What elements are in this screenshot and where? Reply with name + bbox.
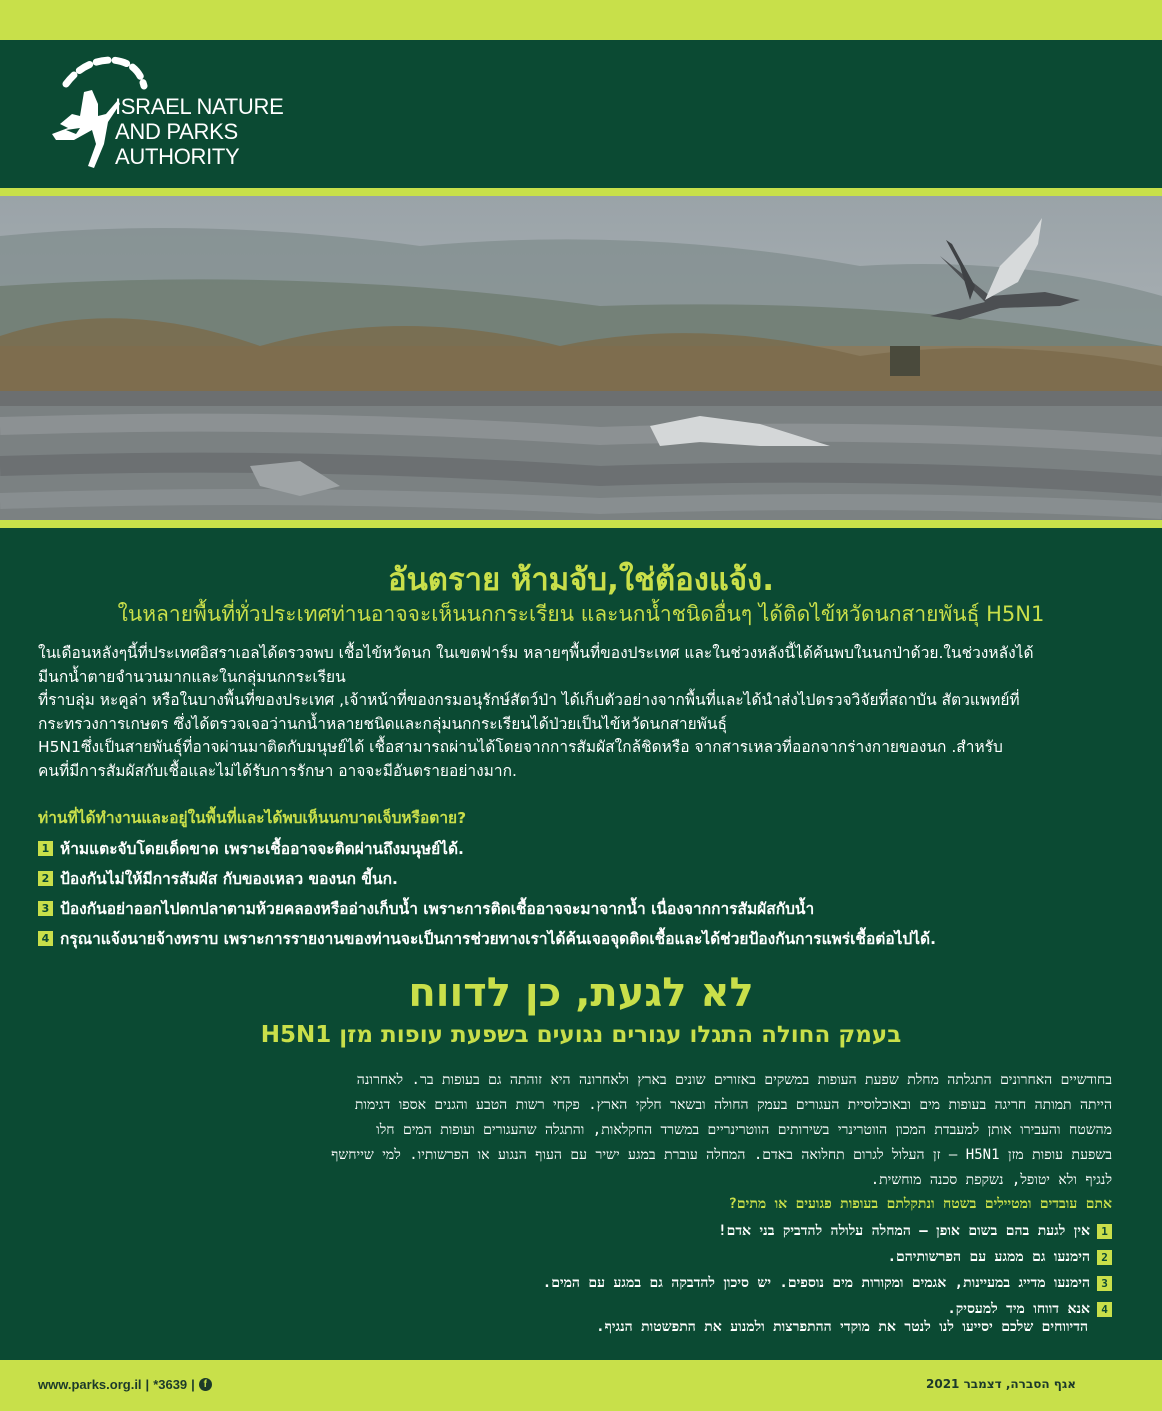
logo-line-1: ISRAEL NATURE <box>115 94 284 119</box>
number-badge: 2 <box>1097 1250 1112 1265</box>
list-item-text: אנא דווחו מיד למעסיק. <box>947 1300 1090 1317</box>
list-item-text: הימנעו מדייג במעיינות, אגמים ומקורות מים נוספים. יש סיכון להדבקה גם במגע עם המים. <box>542 1274 1090 1291</box>
list-item <box>38 923 1138 953</box>
separator: | <box>145 1377 150 1392</box>
main-content <box>0 528 1162 1360</box>
separator-stripe <box>0 520 1162 528</box>
hebrew-question: אתם עובדים ומטיילים בשטח ונתקלתם בעופות פגועים או מתים? <box>728 1196 1112 1212</box>
hebrew-title: לא לגעת, כן לדווח <box>408 970 754 1016</box>
thai-body <box>38 642 1124 783</box>
list-item-text: אין לגעת בהם בשום אופן – המחלה עלולה להדביק בני אדם! <box>718 1222 1090 1239</box>
logo-line-2: AND PARKS <box>115 119 238 144</box>
hebrew-body-line: מהשטח והעבירו אותן למעבדת המכון הווטרינרי בשירותים הווטרינריים במשרד החקלאות, והתגלה שהעגורים ועופות המים חלו <box>376 1122 1112 1138</box>
thai-body-line: คนที่มีการสัมผัสกับเชื้อและไม่ได้รับการรักษา อาจจะมีอันตรายอย่างมาก. <box>38 761 517 780</box>
hebrew-body-line: בחודשיים האחרונים התגלתה מחלת שפעת העופות במשקים באזורים שונים בארץ ולאחרונה היא זוהתה גם בעופות בר. לאחרונה <box>356 1072 1112 1088</box>
number-badge: 1 <box>1097 1224 1112 1239</box>
list-item <box>78 1244 1112 1270</box>
logo-wordmark <box>115 94 283 169</box>
logo-line-3: AUTHORITY <box>115 144 240 169</box>
thai-title: อันตราย ห้ามจับ,ใช่ต้องแจ้ง. <box>388 562 774 598</box>
hebrew-closing-line: הדיווחים שלכם יסייעו לנו לנטר את מוקדי ההתפרצות ולמנוע את התפשטות הנגיף. <box>596 1319 1088 1335</box>
website-link[interactable]: www.parks.org.il <box>38 1377 142 1392</box>
number-badge: 4 <box>1097 1302 1112 1317</box>
hebrew-subtitle: בעמק החולה התגלו עגורים נגועים בשפעת עופות מזן H5N1 <box>260 1022 902 1048</box>
list-item-text: กรุณาแจ้งนายจ้างทราบ เพราะการรายงานของท่านจะเป็นการช่วยทางเราได้ค้นเจอจุดติดเชื้อและได้ช่วยป้องกันการแพร่เชื้อต่อไปได้. <box>60 929 937 948</box>
header-banner <box>0 40 1162 188</box>
phone-number[interactable]: *3639 <box>153 1377 188 1392</box>
cranes-photo <box>0 196 1162 520</box>
number-badge: 4 <box>38 931 53 946</box>
list-item <box>78 1270 1112 1296</box>
number-badge: 1 <box>38 841 53 856</box>
hebrew-body-line: לנגיף ולא יטופל, נשקפת סכנה מוחשית. <box>870 1172 1112 1188</box>
hebrew-body-line: בשפעת עופות מזן H5N1 – זן העלול לגרום תחלואה באדם. המחלה עוברת במגע ישיר עם העוף הנגוע או הפרשותיו. למי שייחשף <box>331 1147 1112 1163</box>
footer-credit: אגף הסברה, דצמבר 2021 <box>926 1377 1076 1391</box>
hebrew-instruction-list <box>78 1218 1112 1322</box>
number-badge: 3 <box>1097 1276 1112 1291</box>
thai-instruction-list <box>38 833 1138 953</box>
list-item-text: ป้องกันอย่าออกไปตกปลาตามห้วยคลองหรืออ่างเก็บน้ำ เพราะการติดเชื้ออาจจะมาจากน้ำ เนื่องจากการสัมผัสกับน้ำ <box>60 899 815 918</box>
hebrew-body-line: הייתה תמותה חריגה בעופות מים ובאוכלוסיית העגורים בעמק החולה ובשאר חלקי הארץ. פקחי רשות הטבע והגנים אספו דגימות <box>354 1097 1112 1113</box>
separator: | <box>191 1377 195 1392</box>
list-item-text: ห้ามแตะจับโดยเด็ดขาด เพราะเชื้ออาจจะติดผ่านถึงมนุษย์ได้. <box>60 839 464 858</box>
thai-body-line: มีนกน้ำตายจำนวนมากและในกลุ่มนกกระเรียน <box>38 667 346 686</box>
thai-body-line: H5N1ซึ่งเป็นสายพันธุ์ที่อาจผ่านมาติดกับมนุษย์ได้ เชื้อสามารถผ่านได้โดยจากการสัมผัสใกล้ชิดหรือ จากสารเหลวที่ออกจากร่างกายของนก .สำหรับ <box>38 738 1003 756</box>
list-item-text: הימנעו גם ממגע עם הפרשותיהם. <box>887 1248 1090 1265</box>
number-badge: 3 <box>38 901 53 916</box>
facebook-icon[interactable]: f <box>199 1378 212 1391</box>
thai-body-line: ในเดือนหลังๆนี้ที่ประเทศอิสราเอลได้ตรวจพบ เชื้อไข้หวัดนก ในเขตฟาร์ม หลายๆพื้นที่ของประเทศ และในช่วงหลังนี้ได้ค้นพบในนกป่าด้วย.ในช่วงหลังได้ <box>38 644 1034 662</box>
list-item <box>38 893 1138 923</box>
hebrew-body <box>78 1068 1112 1193</box>
separator-stripe <box>0 188 1162 196</box>
list-item <box>78 1218 1112 1244</box>
footer-bar <box>0 1360 1162 1411</box>
list-item <box>38 863 1138 893</box>
top-accent-strip <box>0 0 1162 40</box>
thai-body-line: ที่ราบลุ่ม หะคูล่า หรือในบางพื้นที่ของประเทศ ,เจ้าหน้าที่ของกรมอนุรักษ์สัตว์ป่า ได้เก็บตัวอย่างจากพื้นที่และได้นำส่งไปตรวจวิจัยที่สถาบัน สัตวแพทย์ที่ <box>38 691 1020 709</box>
thai-body-line: กระทรวงการเกษตร ซึ่งได้ตรวจเจอว่านกน้ำหลายชนิดและกลุ่มนกกระเรียนได้ป่วยเป็นไข้หวัดนกสายพันธุ์ <box>38 714 727 733</box>
number-badge: 2 <box>38 871 53 886</box>
thai-subtitle: ในหลายพื้นที่ทั่วประเทศท่านอาจจะเห็นนกกระเรียน และนกน้ำชนิดอื่นๆ ได้ติดไข้หวัดนกสายพันธุ์ H5N1 <box>117 602 1045 626</box>
footer-contact <box>38 1377 212 1392</box>
list-item <box>38 833 1138 863</box>
list-item-text: ป้องกันไม่ให้มีการสัมผัส กับของเหลว ของนก ขี้นก. <box>60 869 398 888</box>
thai-question: ท่านที่ได้ทำงานและอยู่ในพื้นที่และได้พบเห็นนกบาดเจ็บหรือตาย? <box>38 809 467 827</box>
cranes-photo-illustration <box>0 196 1162 520</box>
